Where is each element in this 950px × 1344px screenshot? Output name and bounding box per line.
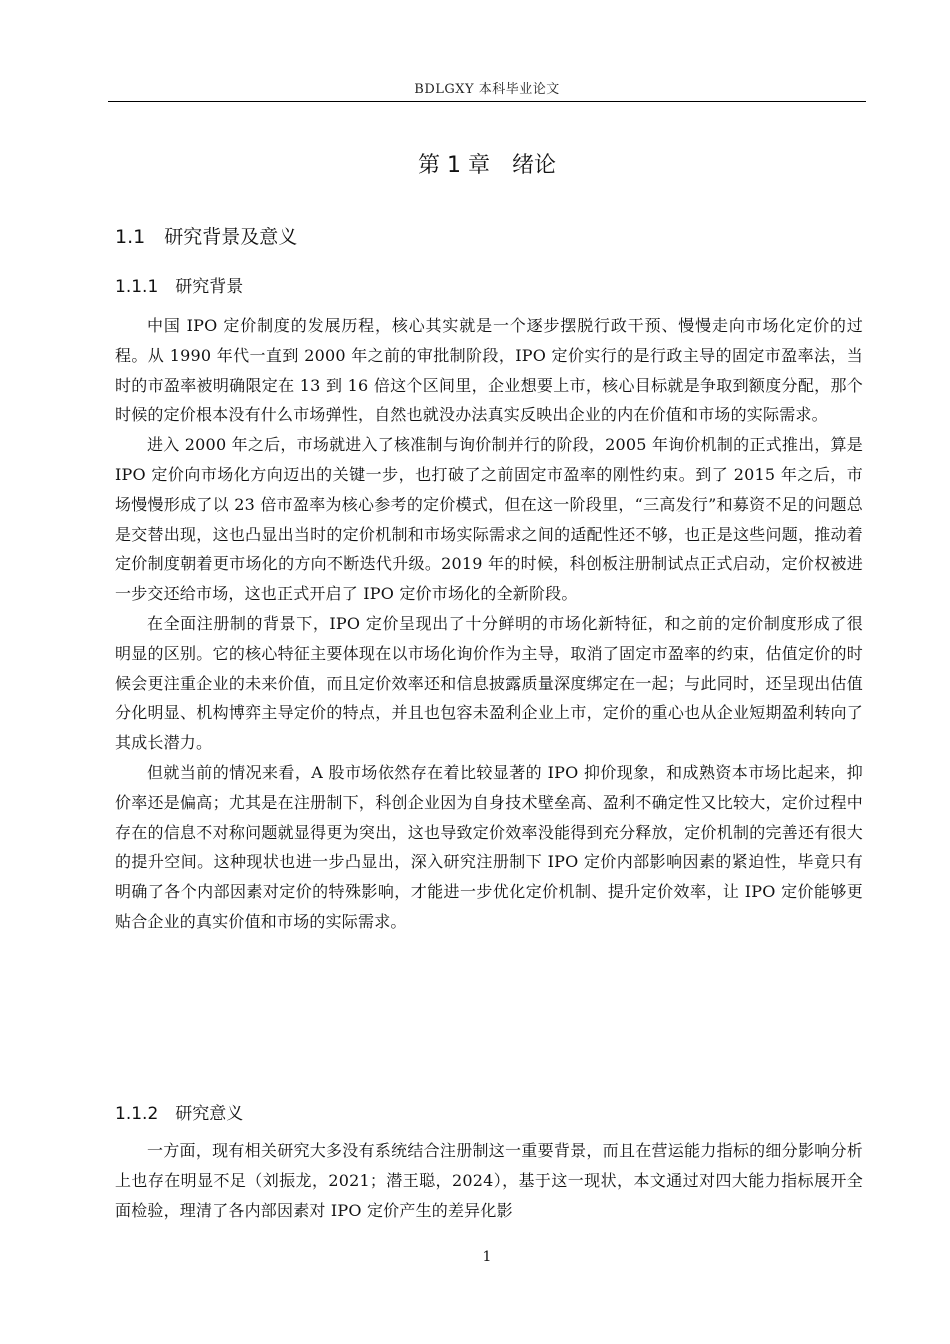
background-body bbox=[115, 311, 863, 937]
chapter-title: 第 1 章 绪论 bbox=[418, 153, 556, 178]
section-heading: 1.1 研究背景及意义 bbox=[115, 226, 298, 248]
paragraph: 进入 2000 年之后，市场就进入了核准制与询价制并行的阶段，2005 年询价机制的正式推出，算是 IPO 定价向市场化方向迈出的关键一步，也打破了之前固定市盈率的刚性约束。到了 2015 年之后，市场慢慢形成了以 23 倍市盈率为核心参考的定价模式，但在这一阶段里，“三高发行”和募资不足的问题总是交替出现，这也凸显出当时的定价机制和市场实际需求之间的适配性还不够，也正是这些问题，推动着定价制度朝着更市场化的方向不断迭代升级。2019 年的时候，科创板注册制试点正式启动，定价权被进一步交还给市场，这也正式开启了 IPO 定价市场化的全新阶段。 bbox=[115, 435, 863, 604]
paragraph: 一方面，现有相关研究大多没有系统结合注册制这一重要背景，而且在营运能力指标的细分影响分析上也存在明显不足（刘振龙，2021；潜王聪，2024），基于这一现状，本文通过对四大能力指标展开全面检验，理清了各内部因素对 IPO 定价产生的差异化影 bbox=[115, 1141, 863, 1220]
running-header: BDLGXY 本科毕业论文 bbox=[414, 82, 560, 97]
page-number: 1 bbox=[482, 1249, 492, 1265]
subsection-heading-significance: 1.1.2 研究意义 bbox=[115, 1104, 244, 1124]
paragraph: 中国 IPO 定价制度的发展历程，核心其实就是一个逐步摆脱行政干预、慢慢走向市场化定价的过程。从 1990 年代一直到 2000 年之前的审批制阶段，IPO 定价实行的是行政主导的固定市盈率法，当时的市盈率被明确限定在 13 到 16 倍这个区间里，企业想要上市，核心目标就是争取到额度分配，那个时候的定价根本没有什么市场弹性，自然也就没办法真实反映出企业的内在价值和市场的实际需求。 bbox=[115, 316, 863, 425]
paragraph: 在全面注册制的背景下，IPO 定价呈现出了十分鲜明的市场化新特征，和之前的定价制度形成了很明显的区别。它的核心特征主要体现在以市场化询价作为主导，取消了固定市盈率的约束，估值定价的时候会更注重企业的未来价值，而且定价效率还和信息披露质量深度绑定在一起；与此同时，还呈现出估值分化明显、机构博弈主导定价的特点，并且也包容未盈利企业上市，定价的重心也从企业短期盈利转向了其成长潜力。 bbox=[115, 613, 863, 753]
significance-body bbox=[115, 1136, 863, 1225]
paragraph: 但就当前的情况来看，A 股市场依然存在着比较显著的 IPO 抑价现象，和成熟资本市场比起来，抑价率还是偏高；尤其是在注册制下，科创企业因为自身技术壁垒高、盈利不确定性又比较大，定价过程中存在的信息不对称问题就显得更为突出，这也导致定价效率没能得到充分释放，定价机制的完善还有很大的提升空间。这种现状也进一步凸显出，深入研究注册制下 IPO 定价内部影响因素的紧迫性，毕竟只有明确了各个内部因素对定价的特殊影响，才能进一步优化定价机制、提升定价效率，让 IPO 定价能够更贴合企业的真实价值和市场的实际需求。 bbox=[115, 762, 863, 931]
subsection-heading-background: 1.1.1 研究背景 bbox=[115, 277, 244, 297]
header-rule bbox=[108, 101, 866, 102]
